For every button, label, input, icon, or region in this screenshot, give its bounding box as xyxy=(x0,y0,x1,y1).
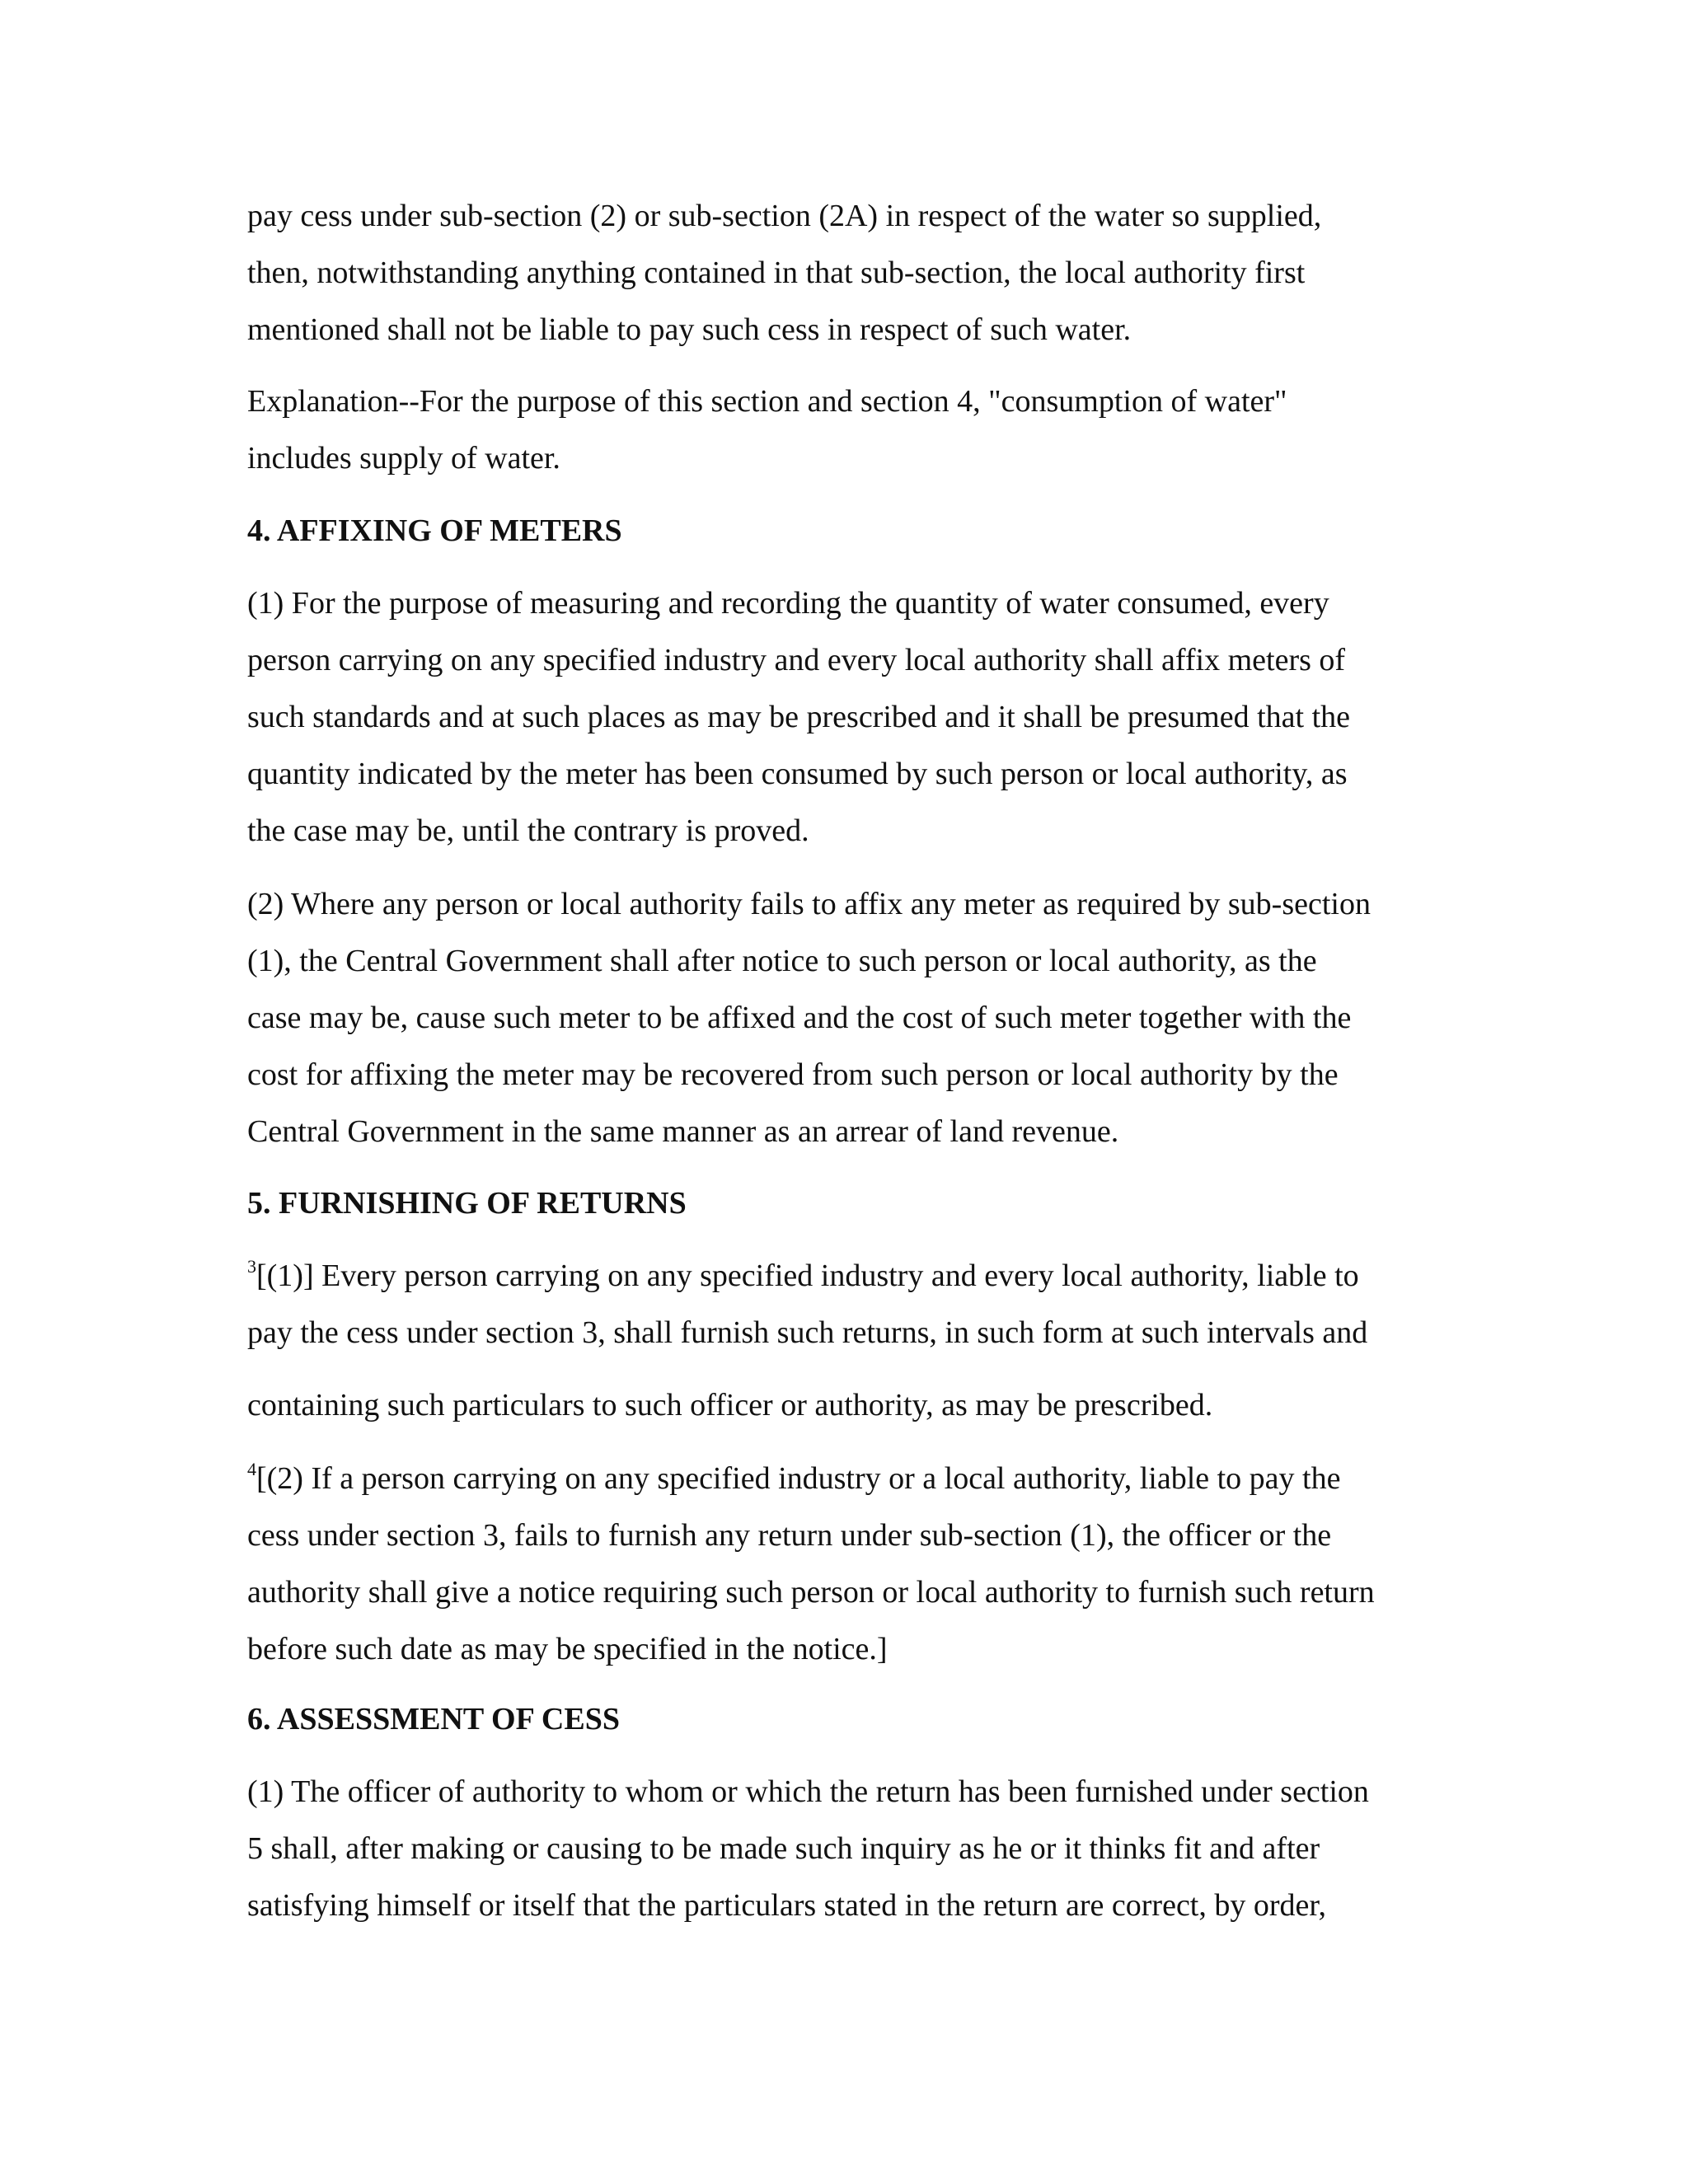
text-line: includes supply of water. xyxy=(247,441,560,476)
paragraph-section3-continuation xyxy=(247,188,1451,359)
text-line: satisfying himself or itself that the particulars stated in the return are correct, by order, xyxy=(247,1888,1327,1923)
text-line: (1), the Central Government shall after notice to such person or local authority, as the xyxy=(247,944,1317,978)
text-line xyxy=(247,1451,1451,1507)
section-heading-4: 4. AFFIXING OF METERS xyxy=(247,513,622,548)
text-line: then, notwithstanding anything contained in that sub-section, the local authority first xyxy=(247,255,1306,290)
text-span: [(2) If a person carrying on any specified industry or a local authority, liable to pay the xyxy=(256,1461,1341,1496)
paragraph-section4-2 xyxy=(247,876,1451,1160)
text-line: Central Government in the same manner as an arrear of land revenue. xyxy=(247,1114,1119,1149)
footnote-marker: 4 xyxy=(247,1459,256,1479)
text-line: (1) The officer of authority to whom or which the return has been furnished under section xyxy=(247,1774,1369,1809)
text-line: such standards and at such places as may be prescribed and it shall be presumed that the xyxy=(247,700,1351,734)
text-line: person carrying on any specified industry and every local authority shall affix meters of xyxy=(247,643,1346,677)
text-line: cess under section 3, fails to furnish any return under sub-section (1), the officer or the xyxy=(247,1518,1332,1553)
text-line: (2) Where any person or local authority fails to affix any meter as required by sub-section xyxy=(247,887,1371,921)
paragraph-section5-1 xyxy=(247,1248,1451,1434)
footnote-marker: 3 xyxy=(247,1256,256,1277)
text-line: authority shall give a notice requiring such person or local authority to furnish such return xyxy=(247,1575,1375,1610)
text-line: pay the cess under section 3, shall furnish such returns, in such form at such intervals and xyxy=(247,1315,1368,1350)
text-line xyxy=(247,1248,1451,1305)
text-line: containing such particulars to such officer or authority, as may be prescribed. xyxy=(247,1388,1213,1422)
text-line: (1) For the purpose of measuring and recording the quantity of water consumed, every xyxy=(247,586,1329,621)
text-line: 5 shall, after making or causing to be made such inquiry as he or it thinks fit and after xyxy=(247,1831,1320,1866)
paragraph-section6-1 xyxy=(247,1764,1451,1934)
paragraph-explanation xyxy=(247,373,1451,487)
text-line: cost for affixing the meter may be recovered from such person or local authority by the xyxy=(247,1057,1339,1092)
text-line: before such date as may be specified in the notice.] xyxy=(247,1632,888,1666)
section-heading-5: 5. FURNISHING OF RETURNS xyxy=(247,1186,687,1221)
section-heading-6: 6. ASSESSMENT OF CESS xyxy=(247,1702,620,1736)
text-line: pay cess under sub-section (2) or sub-section (2A) in respect of the water so supplied, xyxy=(247,199,1322,233)
paragraph-section4-1 xyxy=(247,575,1451,860)
paragraph-section5-2 xyxy=(247,1451,1451,1678)
text-line: quantity indicated by the meter has been consumed by such person or local authority, as xyxy=(247,757,1348,791)
text-span: [(1)] Every person carrying on any specified industry and every local authority, liable to xyxy=(256,1258,1359,1293)
text-line: case may be, cause such meter to be affixed and the cost of such meter together with the xyxy=(247,1001,1352,1035)
text-line: Explanation--For the purpose of this section and section 4, "consumption of water" xyxy=(247,384,1287,419)
text-line: mentioned shall not be liable to pay such cess in respect of such water. xyxy=(247,312,1132,347)
text-line: the case may be, until the contrary is proved. xyxy=(247,813,809,848)
